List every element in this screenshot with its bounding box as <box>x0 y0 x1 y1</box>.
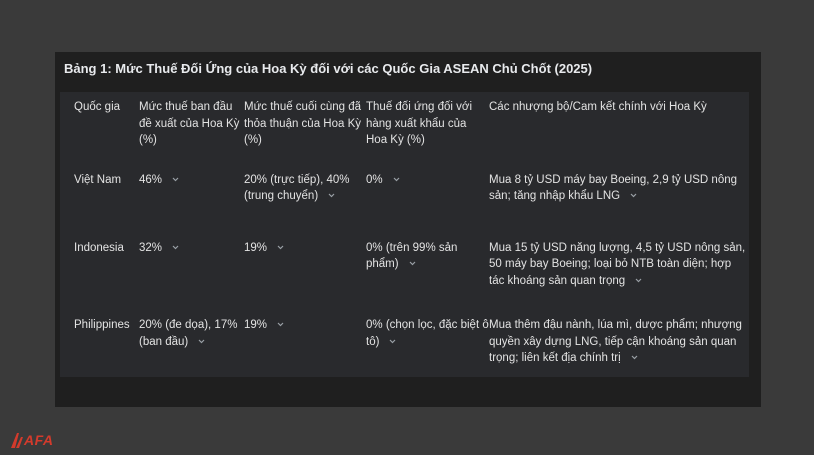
cell-text: Philippines <box>74 319 130 331</box>
chevron-down-icon[interactable] <box>171 242 180 252</box>
cell-text: 19% <box>244 241 268 254</box>
cell-text: Mua 15 tỷ USD năng lượng, 4,5 tỷ USD nông sản, 50 máy bay Boeing; loại bỏ NTB toàn diện; hợp tác khoáng sản quan trọng <box>489 241 746 287</box>
chevron-down-icon[interactable] <box>171 174 180 184</box>
header-reciprocal-rate: Thuế đối ứng đối với hàng xuất khẩu của Hoa Kỳ (%) <box>366 101 473 146</box>
table-header-row <box>60 92 749 172</box>
cell-concessions <box>489 172 749 240</box>
chevron-down-icon[interactable] <box>634 275 643 285</box>
cell-text: Mua thêm đậu nành, lúa mì, dược phẩm; nhượng quyền xây dựng LNG, tiếp cận khoáng sản quan trọng; liên kết địa chính trị <box>489 319 742 364</box>
cell-reciprocal <box>366 172 489 240</box>
logo-mark-icon <box>10 431 24 449</box>
cell-country <box>60 172 139 240</box>
chevron-down-icon[interactable] <box>629 190 638 200</box>
cell-country <box>60 240 139 318</box>
cell-text: Việt Nam <box>74 173 122 186</box>
cell-text: 32% <box>139 241 163 254</box>
cell-text: 19% <box>244 319 268 331</box>
cell-concessions <box>489 240 749 318</box>
header-final-rate: Mức thuế cuối cùng đã thỏa thuận của Hoa Kỳ (%) <box>244 101 362 146</box>
cell-final <box>244 172 366 240</box>
cell-reciprocal <box>366 240 489 318</box>
cell-concessions <box>489 317 749 377</box>
cell-initial <box>139 240 244 318</box>
chevron-down-icon[interactable] <box>276 319 285 329</box>
tariff-table <box>60 92 749 377</box>
afa-logo <box>10 430 70 450</box>
chevron-down-icon[interactable] <box>276 242 285 252</box>
cell-reciprocal <box>366 317 489 377</box>
table-row <box>60 172 749 240</box>
cell-text: 0% (trên 99% sản phẩm) <box>366 241 458 270</box>
cell-text: Mua 8 tỷ USD máy bay Boeing, 2,9 tỷ USD nông sản; tăng nhập khẩu LNG <box>489 173 738 202</box>
chevron-down-icon[interactable] <box>327 190 336 200</box>
cell-country <box>60 317 139 377</box>
cell-text: 20% (trực tiếp), 40% (trung chuyển) <box>244 173 350 202</box>
table-row <box>60 240 749 318</box>
cell-text: 46% <box>139 173 163 186</box>
cell-initial <box>139 172 244 240</box>
table-row <box>60 317 749 377</box>
cell-text: Indonesia <box>74 241 124 254</box>
chevron-down-icon[interactable] <box>408 258 417 268</box>
cell-text: 0% <box>366 173 383 186</box>
cell-final <box>244 317 366 377</box>
header-concessions: Các nhượng bộ/Cam kết chính với Hoa Kỳ <box>489 101 707 113</box>
chevron-down-icon[interactable] <box>630 352 639 362</box>
table-title: Bảng 1: Mức Thuế Đối Ứng của Hoa Kỳ đối với các Quốc Gia ASEAN Chủ Chốt (2025) <box>64 61 593 76</box>
cell-initial <box>139 317 244 377</box>
cell-final <box>244 240 366 318</box>
chevron-down-icon[interactable] <box>197 336 206 346</box>
logo-text: AFA <box>24 432 54 448</box>
cell-text: 0% (chọn lọc, đặc biệt ô tô) <box>366 319 489 348</box>
cell-text: 20% (đe dọa), 17% (ban đầu) <box>139 319 238 348</box>
chevron-down-icon[interactable] <box>388 336 397 346</box>
header-country: Quốc gia <box>74 101 121 113</box>
chevron-down-icon[interactable] <box>392 174 401 184</box>
header-initial-rate: Mức thuế ban đầu đề xuất của Hoa Kỳ (%) <box>139 101 240 146</box>
table-panel <box>55 52 761 407</box>
